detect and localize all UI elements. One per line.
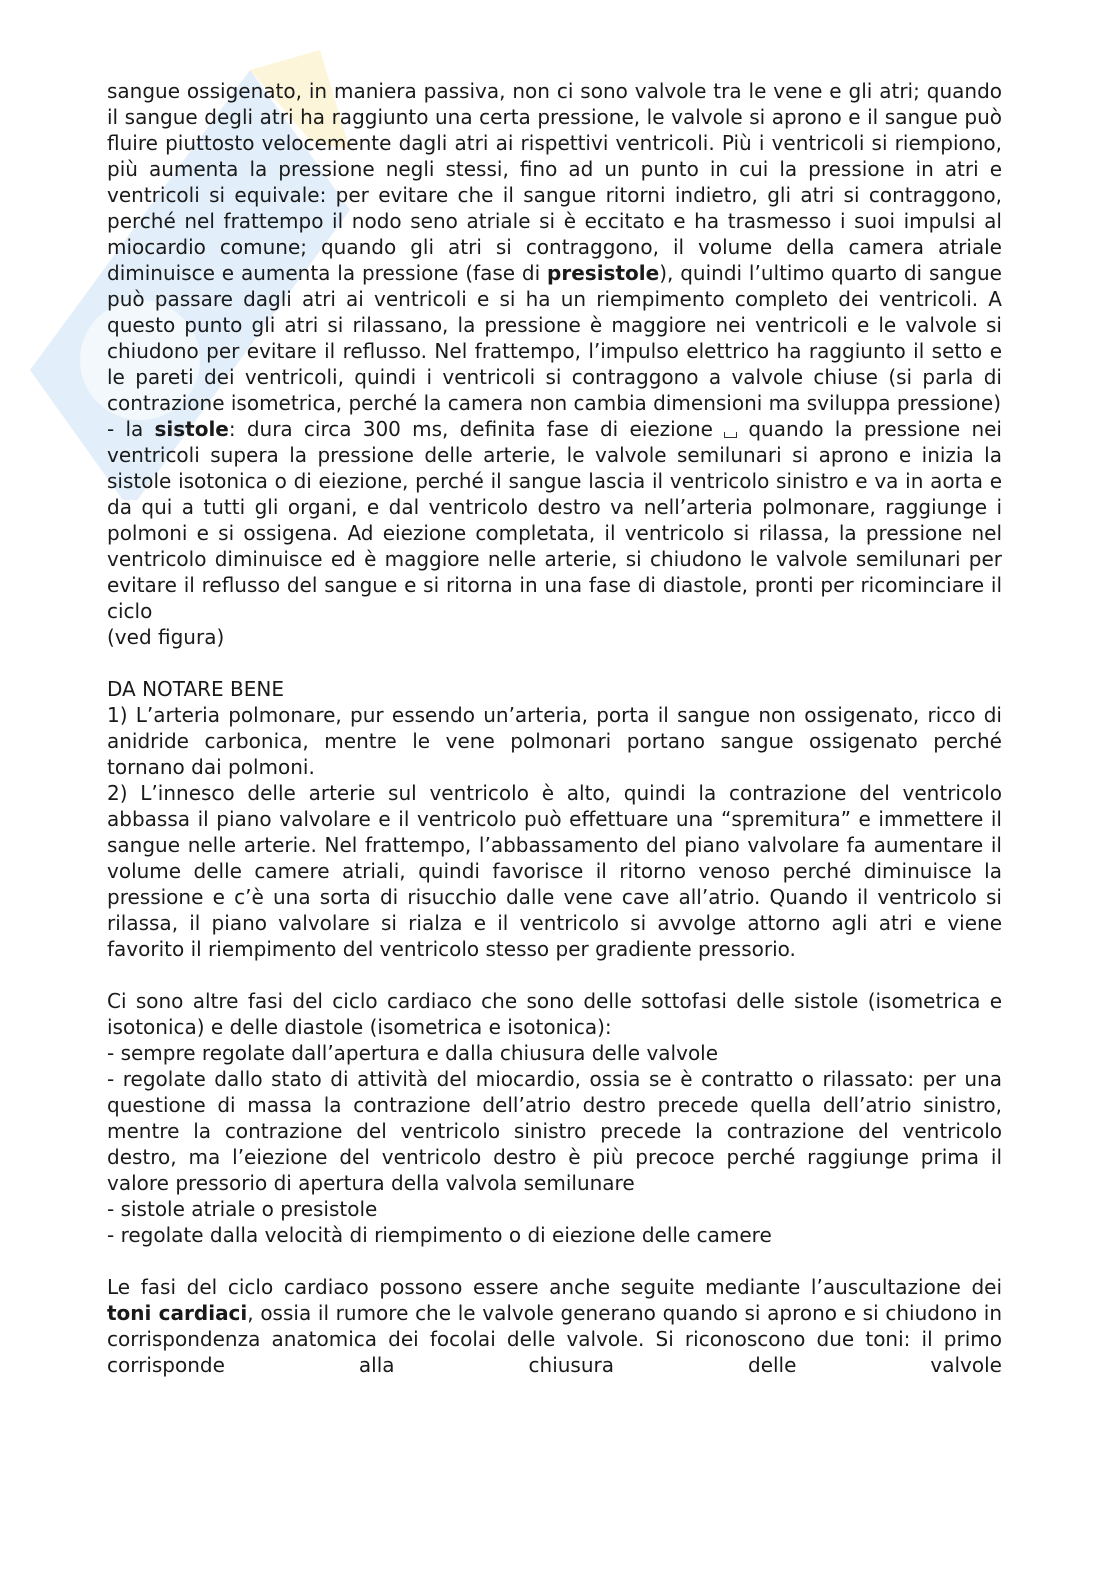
term-toni-cardiaci: toni cardiaci [107,1301,248,1325]
note-1: 1) L’arteria polmonare, pur essendo un’arteria, porta il sangue non ossigenato, ricco di anidride carbonica, mentre le vene polmonari portano sangue ossigenato perché tornano dai polmoni. [107,703,1002,779]
text-run: quando la pressione nei ventricoli supera la pressione delle arterie, le valvole semilunari si aprono e inizia la sistole isotonica o di eiezione, perché il sangue lascia il ventricolo sinistro e va in aorta e da qui a tutti gli organi, e dal ventricolo destro va nell’arteria polmonare, raggiunge i polmoni e si ossigena. Ad eiezione completata, il ventricolo si rilassa, la pressione nel ventricolo diminuisce ed è maggiore nelle arterie, si chiudono le valvole semilunari per evitare il reflusso del sangue e si ritorna in una fase di diastole, pronti per ricominciare il ciclo [107,417,1002,623]
missing-glyph-icon [724,432,737,438]
list-item: - regolate dalla velocità di riempimento o di eiezione delle camere [107,1223,772,1247]
text-run: - la [107,417,155,441]
paragraph-diastole [107,78,1002,416]
text-run: sangue ossigenato, in maniera passiva, non ci sono valvole tra le vene e gli atri; quando il sangue degli atri ha raggiunto una certa pressione, le valvole si aprono e il sangue può fluire piuttosto velocemente dagli atri ai rispettivi ventricoli. Più i ventricoli si riempiono, più aumenta la pressione negli stessi, fino ad un punto in cui la pressione in atri e ventricoli si equivale: per evitare che il sangue ritorni indietro, gli atri si contraggono, perché nel frattempo il nodo seno atriale si è eccitato e ha trasmesso i suoi impulsi al miocardio comune; quando gli atri si contraggono, il volume della camera atriale diminuisce e aumenta la pressione (fase di [107,79,1002,285]
text-run: ), quindi l’ultimo quarto di sangue può passare dagli atri ai ventricoli e si ha un riempimento completo dei ventricoli. A questo punto gli atri si rilassano, la pressione è maggiore nei ventricoli e le valvole si chiudono per evitare il reflusso. Nel frattempo, l’impulso elettrico ha raggiunto il setto e le pareti dei ventricoli, quindi i ventricoli si contraggono a valvole chiuse (si parla di contrazione isometrica, perché la camera non cambia dimensioni ma sviluppa pressione) [107,261,1002,415]
note-2: 2) L’innesco delle arterie sul ventricolo è alto, quindi la contrazione del ventricolo abbassa il piano valvolare e il ventricolo può effettuare una “spremitura” e immettere il sangue nelle arterie. Nel frattempo, l’abbassamento del piano valvolare fa aumentare il volume delle camere atriali, quindi favorisce il ritorno venoso perché diminuisce la pressione e c’è una sorta di risucchio dalle vene cave all’atrio. Quando il ventricolo si rilassa, il piano valvolare si rialza e il ventricolo si avvolge attorno agli atri e viene favorito il riempimento del ventricolo stesso per gradiente pressorio. [107,781,1002,961]
term-presistole: presistole [547,261,660,285]
list-item: - sistole atriale o presistole [107,1197,378,1221]
paragraph-sistole [107,416,1002,624]
text-run: Le fasi del ciclo cardiaco possono essere anche seguite mediante l’auscultazione dei [107,1275,1002,1299]
paragraph-sistole-end: (ved figura) [107,625,225,649]
list-item: - sempre regolate dall’apertura e dalla chiusura delle valvole [107,1041,719,1065]
list-item: - regolate dallo stato di attività del miocardio, ossia se è contratto o rilassato: per una questione di massa la contrazione dell’atrio destro precede quella dell’atrio sinistro, mentre la contrazione del ventricolo sinistro precede la contrazione del ventricolo destro, ma l’eiezione del ventricolo destro è più precoce perché raggiunge prima il valore pressorio di apertura della valvola semilunare [107,1067,1002,1195]
text-run: : dura circa 300 ms, definita fase di eiezione [228,417,725,441]
paragraph-toni [107,1274,1002,1378]
section-heading: DA NOTARE BENE [107,677,284,701]
paragraph-sottofasi: Ci sono altre fasi del ciclo cardiaco che sono delle sottofasi delle sistole (isometrica e isotonica) e delle diastole (isometrica e isotonica): [107,989,1002,1039]
term-sistole: sistole [154,417,229,441]
document-page [107,78,1002,1378]
text-run: , ossia il rumore che le valvole generano quando si aprono e si chiudono in corrispondenza anatomica dei focolai delle valvole. Si riconoscono due toni: il primo corrisponde alla chiusura delle valvole [107,1301,1003,1377]
